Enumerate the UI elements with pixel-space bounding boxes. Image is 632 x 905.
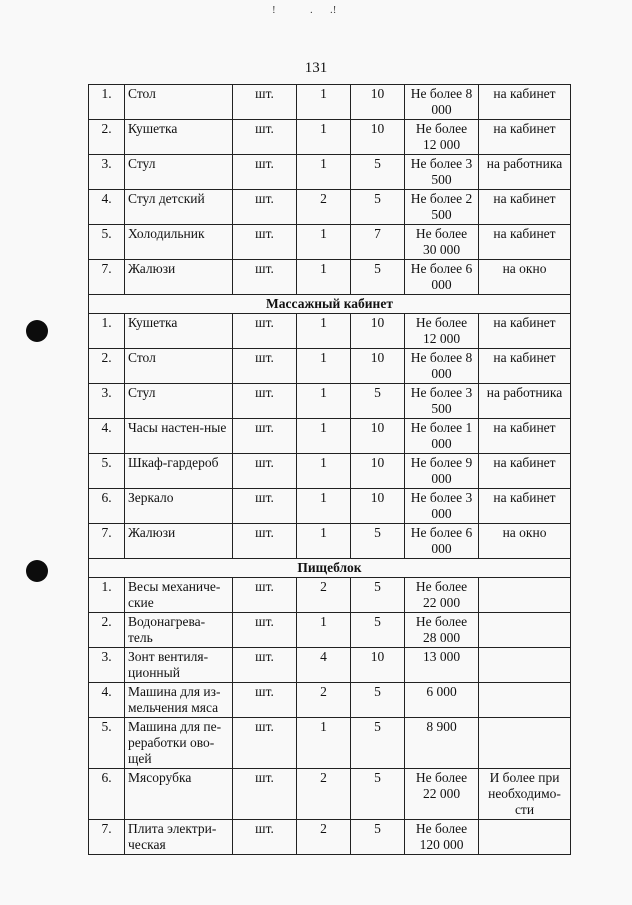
binder-hole bbox=[26, 320, 48, 342]
unit-cell: шт. bbox=[233, 489, 297, 524]
norm-note-cell: на кабинет bbox=[479, 454, 571, 489]
norm-note-cell: на кабинет bbox=[479, 85, 571, 120]
table-row bbox=[89, 718, 571, 769]
service-life-cell: 10 bbox=[351, 349, 405, 384]
table-row bbox=[89, 489, 571, 524]
row-number-cell: 6. bbox=[89, 769, 125, 820]
row-number-cell: 1. bbox=[89, 578, 125, 613]
service-life-cell: 5 bbox=[351, 769, 405, 820]
norm-note-cell: на работника bbox=[479, 155, 571, 190]
service-life-cell: 10 bbox=[351, 314, 405, 349]
unit-cell: шт. bbox=[233, 524, 297, 559]
row-number-cell: 4. bbox=[89, 419, 125, 454]
unit-cell: шт. bbox=[233, 260, 297, 295]
quantity-cell: 1 bbox=[297, 314, 351, 349]
table-row bbox=[89, 524, 571, 559]
section-title: Пищеблок bbox=[89, 559, 571, 578]
quantity-cell: 1 bbox=[297, 419, 351, 454]
binder-hole bbox=[26, 560, 48, 582]
section-header-row bbox=[89, 295, 571, 314]
row-number-cell: 1. bbox=[89, 314, 125, 349]
quantity-cell: 2 bbox=[297, 190, 351, 225]
quantity-cell: 1 bbox=[297, 260, 351, 295]
equipment-table bbox=[88, 84, 571, 855]
unit-cell: шт. bbox=[233, 384, 297, 419]
row-number-cell: 1. bbox=[89, 85, 125, 120]
table-row bbox=[89, 384, 571, 419]
row-number-cell: 4. bbox=[89, 683, 125, 718]
table-row bbox=[89, 260, 571, 295]
service-life-cell: 10 bbox=[351, 454, 405, 489]
quantity-cell: 1 bbox=[297, 384, 351, 419]
table-row bbox=[89, 314, 571, 349]
item-name-cell: Стул детский bbox=[125, 190, 233, 225]
item-name-cell: Водонагрева-тель bbox=[125, 613, 233, 648]
norm-note-cell bbox=[479, 578, 571, 613]
norm-note-cell: на кабинет bbox=[479, 314, 571, 349]
item-name-cell: Стол bbox=[125, 349, 233, 384]
item-name-cell: Стол bbox=[125, 85, 233, 120]
unit-cell: шт. bbox=[233, 349, 297, 384]
unit-cell: шт. bbox=[233, 683, 297, 718]
unit-cell: шт. bbox=[233, 120, 297, 155]
unit-cell: шт. bbox=[233, 419, 297, 454]
service-life-cell: 10 bbox=[351, 489, 405, 524]
service-life-cell: 5 bbox=[351, 820, 405, 855]
service-life-cell: 10 bbox=[351, 419, 405, 454]
table-row bbox=[89, 648, 571, 683]
quantity-cell: 1 bbox=[297, 718, 351, 769]
price-cell: 13 000 bbox=[405, 648, 479, 683]
quantity-cell: 1 bbox=[297, 489, 351, 524]
service-life-cell: 5 bbox=[351, 683, 405, 718]
item-name-cell: Жалюзи bbox=[125, 260, 233, 295]
quantity-cell: 1 bbox=[297, 225, 351, 260]
item-name-cell: Кушетка bbox=[125, 314, 233, 349]
row-number-cell: 3. bbox=[89, 384, 125, 419]
price-cell: Не более 6 000 bbox=[405, 260, 479, 295]
norm-note-cell: на окно bbox=[479, 260, 571, 295]
item-name-cell: Часы настен-ные bbox=[125, 419, 233, 454]
quantity-cell: 2 bbox=[297, 769, 351, 820]
row-number-cell: 5. bbox=[89, 225, 125, 260]
scan-mark: ! bbox=[272, 4, 276, 16]
norm-note-cell: на окно bbox=[479, 524, 571, 559]
unit-cell: шт. bbox=[233, 314, 297, 349]
price-cell: Не более 2 500 bbox=[405, 190, 479, 225]
row-number-cell: 2. bbox=[89, 349, 125, 384]
item-name-cell: Весы механиче-ские bbox=[125, 578, 233, 613]
item-name-cell: Кушетка bbox=[125, 120, 233, 155]
table-row bbox=[89, 190, 571, 225]
price-cell: Не более 22 000 bbox=[405, 769, 479, 820]
table-row bbox=[89, 419, 571, 454]
quantity-cell: 1 bbox=[297, 613, 351, 648]
scan-mark: .! bbox=[330, 4, 337, 16]
unit-cell: шт. bbox=[233, 85, 297, 120]
unit-cell: шт. bbox=[233, 155, 297, 190]
price-cell: Не более 120 000 bbox=[405, 820, 479, 855]
service-life-cell: 10 bbox=[351, 85, 405, 120]
item-name-cell: Машина для из-мельчения мяса bbox=[125, 683, 233, 718]
service-life-cell: 5 bbox=[351, 190, 405, 225]
price-cell: Не более 9 000 bbox=[405, 454, 479, 489]
item-name-cell: Шкаф-гардероб bbox=[125, 454, 233, 489]
unit-cell: шт. bbox=[233, 578, 297, 613]
norm-note-cell: на кабинет bbox=[479, 419, 571, 454]
norm-note-cell bbox=[479, 613, 571, 648]
unit-cell: шт. bbox=[233, 820, 297, 855]
service-life-cell: 10 bbox=[351, 120, 405, 155]
norm-note-cell bbox=[479, 820, 571, 855]
unit-cell: шт. bbox=[233, 648, 297, 683]
price-cell: Не более 1 000 bbox=[405, 419, 479, 454]
price-cell: 6 000 bbox=[405, 683, 479, 718]
table-row bbox=[89, 820, 571, 855]
service-life-cell: 5 bbox=[351, 613, 405, 648]
table-row bbox=[89, 120, 571, 155]
row-number-cell: 3. bbox=[89, 155, 125, 190]
quantity-cell: 2 bbox=[297, 683, 351, 718]
table-row bbox=[89, 155, 571, 190]
norm-note-cell bbox=[479, 683, 571, 718]
quantity-cell: 2 bbox=[297, 820, 351, 855]
price-cell: Не более 3 500 bbox=[405, 384, 479, 419]
price-cell: Не более 28 000 bbox=[405, 613, 479, 648]
row-number-cell: 6. bbox=[89, 489, 125, 524]
table-row bbox=[89, 683, 571, 718]
quantity-cell: 1 bbox=[297, 524, 351, 559]
table-row bbox=[89, 578, 571, 613]
item-name-cell: Стул bbox=[125, 155, 233, 190]
quantity-cell: 2 bbox=[297, 578, 351, 613]
service-life-cell: 7 bbox=[351, 225, 405, 260]
table-row bbox=[89, 349, 571, 384]
price-cell: 8 900 bbox=[405, 718, 479, 769]
price-cell: Не более 3 500 bbox=[405, 155, 479, 190]
section-title: Массажный кабинет bbox=[89, 295, 571, 314]
unit-cell: шт. bbox=[233, 769, 297, 820]
table-row bbox=[89, 85, 571, 120]
price-cell: Не более 30 000 bbox=[405, 225, 479, 260]
norm-note-cell: И более при необходимо-сти bbox=[479, 769, 571, 820]
table-row bbox=[89, 225, 571, 260]
item-name-cell: Зонт вентиля-ционный bbox=[125, 648, 233, 683]
row-number-cell: 7. bbox=[89, 260, 125, 295]
item-name-cell: Плита электри-ческая bbox=[125, 820, 233, 855]
norm-note-cell: на кабинет bbox=[479, 190, 571, 225]
item-name-cell: Стул bbox=[125, 384, 233, 419]
service-life-cell: 5 bbox=[351, 260, 405, 295]
quantity-cell: 1 bbox=[297, 120, 351, 155]
price-cell: Не более 12 000 bbox=[405, 314, 479, 349]
service-life-cell: 5 bbox=[351, 718, 405, 769]
service-life-cell: 5 bbox=[351, 155, 405, 190]
quantity-cell: 1 bbox=[297, 454, 351, 489]
row-number-cell: 2. bbox=[89, 120, 125, 155]
price-cell: Не более 22 000 bbox=[405, 578, 479, 613]
item-name-cell: Жалюзи bbox=[125, 524, 233, 559]
quantity-cell: 4 bbox=[297, 648, 351, 683]
unit-cell: шт. bbox=[233, 454, 297, 489]
norm-note-cell: на кабинет bbox=[479, 489, 571, 524]
price-cell: Не более 8 000 bbox=[405, 85, 479, 120]
service-life-cell: 10 bbox=[351, 648, 405, 683]
norm-note-cell bbox=[479, 718, 571, 769]
price-cell: Не более 6 000 bbox=[405, 524, 479, 559]
section-header-row bbox=[89, 559, 571, 578]
quantity-cell: 1 bbox=[297, 349, 351, 384]
price-cell: Не более 12 000 bbox=[405, 120, 479, 155]
scan-mark: . bbox=[310, 4, 313, 16]
norm-note-cell: на кабинет bbox=[479, 349, 571, 384]
service-life-cell: 5 bbox=[351, 578, 405, 613]
table-row bbox=[89, 613, 571, 648]
item-name-cell: Машина для пе-реработки ово-щей bbox=[125, 718, 233, 769]
norm-note-cell: на работника bbox=[479, 384, 571, 419]
row-number-cell: 2. bbox=[89, 613, 125, 648]
item-name-cell: Мясорубка bbox=[125, 769, 233, 820]
table-row bbox=[89, 454, 571, 489]
row-number-cell: 7. bbox=[89, 820, 125, 855]
unit-cell: шт. bbox=[233, 225, 297, 260]
unit-cell: шт. bbox=[233, 718, 297, 769]
price-cell: Не более 3 000 bbox=[405, 489, 479, 524]
service-life-cell: 5 bbox=[351, 524, 405, 559]
page-number: 131 bbox=[304, 60, 328, 76]
unit-cell: шт. bbox=[233, 613, 297, 648]
norm-note-cell: на кабинет bbox=[479, 120, 571, 155]
unit-cell: шт. bbox=[233, 190, 297, 225]
quantity-cell: 1 bbox=[297, 85, 351, 120]
norm-note-cell: на кабинет bbox=[479, 225, 571, 260]
row-number-cell: 7. bbox=[89, 524, 125, 559]
quantity-cell: 1 bbox=[297, 155, 351, 190]
item-name-cell: Холодильник bbox=[125, 225, 233, 260]
price-cell: Не более 8 000 bbox=[405, 349, 479, 384]
row-number-cell: 3. bbox=[89, 648, 125, 683]
service-life-cell: 5 bbox=[351, 384, 405, 419]
item-name-cell: Зеркало bbox=[125, 489, 233, 524]
row-number-cell: 5. bbox=[89, 454, 125, 489]
row-number-cell: 5. bbox=[89, 718, 125, 769]
row-number-cell: 4. bbox=[89, 190, 125, 225]
table-row bbox=[89, 769, 571, 820]
norm-note-cell bbox=[479, 648, 571, 683]
